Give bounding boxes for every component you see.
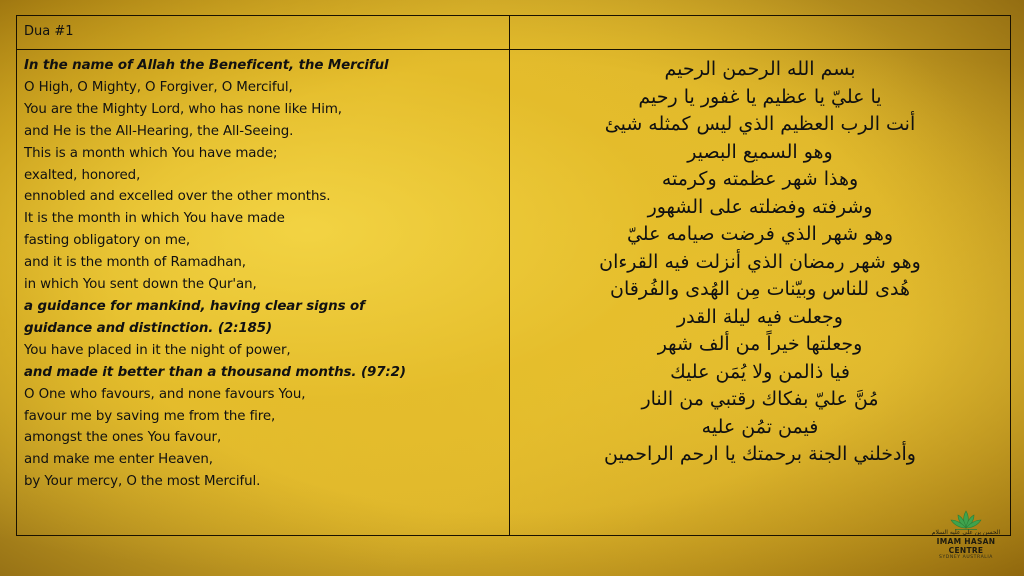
arabic-line: وشرفته وفضلته على الشهور [647,195,873,218]
english-line: in which You sent down the Qur'an, [24,277,257,293]
arabic-line: وجعلتها خيراً من ألف شهر [657,333,863,355]
logo-subtitle: SYDNEY AUSTRALIA [939,555,993,560]
arabic-line: وجعلت فيه ليلة القدر [677,305,843,328]
arabic-line: وهو السميع البصير [687,140,833,163]
english-line: fasting obligatory on me, [24,233,191,249]
english-line: and make me enter Heaven, [24,452,213,468]
english-line: You are the Mighty Lord, who has none like Him, [24,101,342,117]
english-line: and He is the All-Hearing, the All-Seeing. [24,123,294,139]
english-line: This is a month which You have made; [24,145,278,161]
english-line: a guidance for mankind, having clear signs of [24,298,365,314]
english-line: favour me by saving me from the fire, [24,408,276,424]
logo-name: IMAM HASAN CENTRE [936,537,996,555]
imam-hasan-centre-logo [920,509,1012,569]
header-row [17,16,1011,50]
arabic-line: فيا ذالمن ولا يُمَن عليك [670,360,850,383]
arabic-line: فيمن تمُن عليه [701,415,819,438]
english-text-cell [17,50,510,536]
english-line: amongst the ones You favour, [24,430,222,446]
dua-table [16,15,1011,536]
english-line: ennobled and excelled over the other months. [24,189,331,205]
arabic-line: وهو شهر الذي فرضت صيامه عليّ [626,223,894,245]
english-line: O High, O Mighty, O Forgiver, O Merciful, [24,79,293,95]
logo-arabic-text: الحسن بن علي عليه السلام [931,529,1001,536]
arabic-line: هُدى للناس وبيّنات مِن الهُدى والفُرقان [610,278,910,300]
arabic-text-cell [510,50,1011,536]
english-line: O One who favours, and none favours You, [24,386,306,402]
arabic-line: وأدخلني الجنة برحمتك يا ارحم الراحمين [604,443,916,465]
arabic-line: يا عليّ يا عظيم يا غفور يا رحيم [638,85,882,108]
english-line: In the name of Allah the Beneficent, the Merciful [24,58,389,73]
english-line: by Your mercy, O the most Merciful. [24,474,261,490]
english-line: You have placed in it the night of power, [24,342,291,358]
content-row [17,50,1011,536]
english-line: It is the month in which You have made [24,211,285,227]
arabic-line: وهذا شهر عظمته وكرمته [661,168,859,190]
lotus-icon [949,509,983,531]
arabic-line: مُنَّ عليّ بفكاك رقتبي من النار [641,388,879,410]
arabic-line: أنت الرب العظيم الذي ليس كمثله شيئ [604,113,916,135]
english-line: guidance and distinction. (2:185) [24,320,273,336]
english-line: and it is the month of Ramadhan, [24,255,246,271]
english-line: and made it better than a thousand months. (97:2) [24,364,406,380]
dua-number: Dua #1 [24,24,74,39]
header-right-cell [510,16,1011,50]
english-line: exalted, honored, [24,167,141,183]
arabic-line: بسم الله الرحمن الرحيم [664,58,856,80]
arabic-line: وهو شهر رمضان الذي أنزلت فيه القرءان [599,250,921,273]
dua-number-cell [17,16,510,50]
